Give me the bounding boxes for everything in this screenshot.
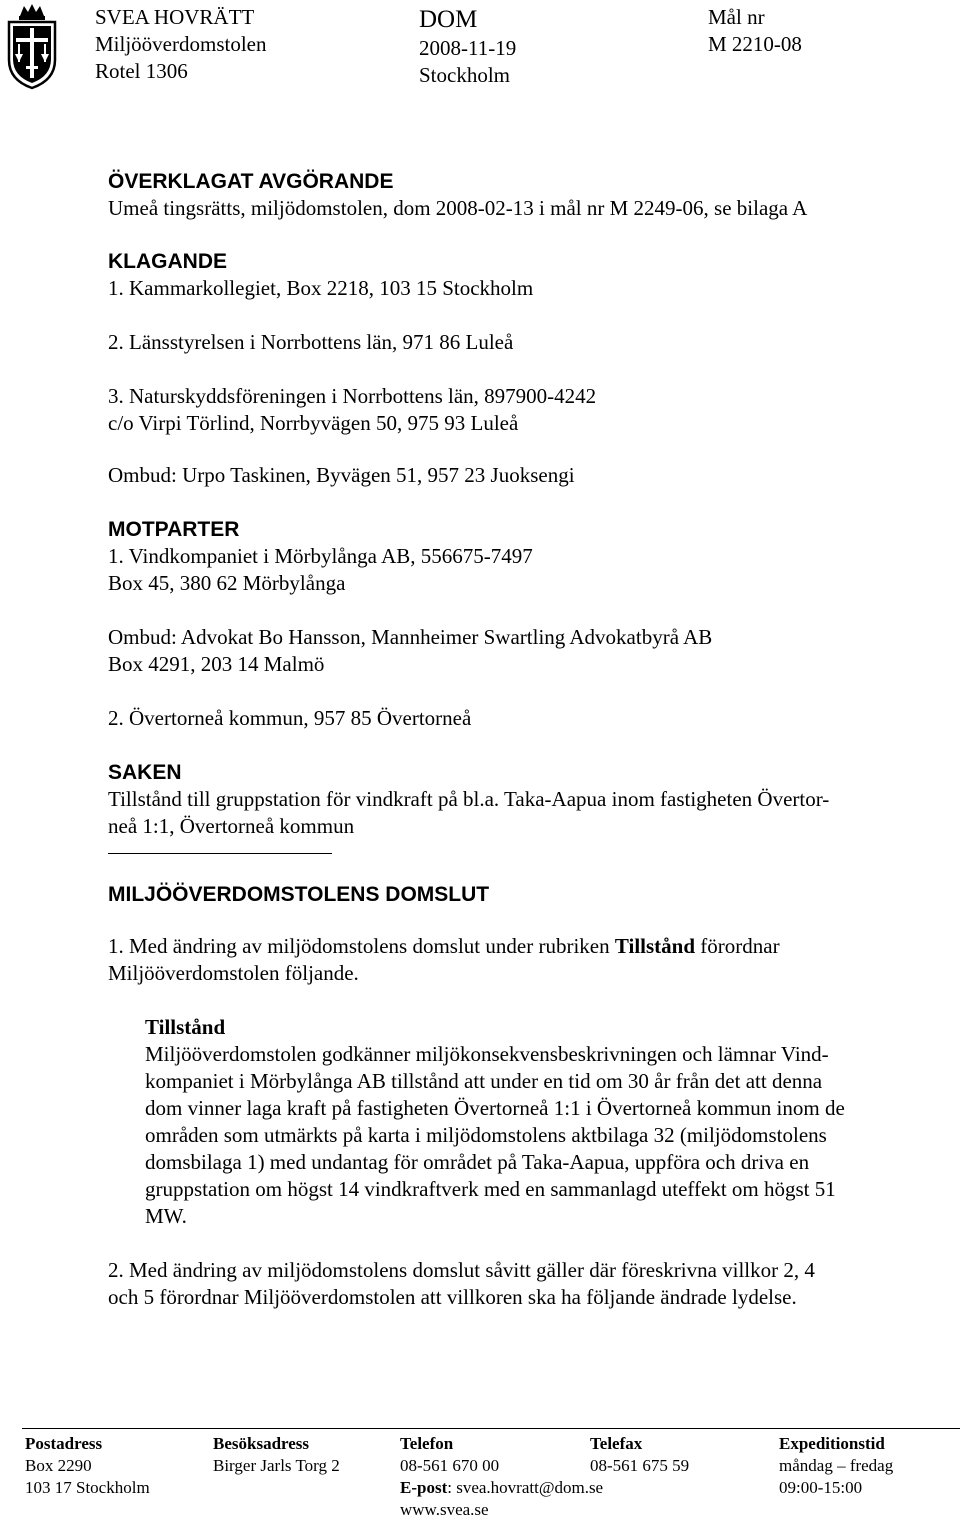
permit-line: domsbilaga 1) med undantag för området på Taka-Aapua, uppföra och driva en	[145, 1150, 810, 1174]
coat-of-arms-icon	[6, 2, 58, 90]
ruling-heading: MILJÖÖVERDOMSTOLENS DOMSLUT	[108, 883, 490, 906]
respondent-2: 2. Övertorneå kommun, 957 85 Övertorneå	[108, 706, 472, 730]
permit-line: gruppstation om högst 14 vindkraftverk med en sammanlagd uteffekt om högst 51	[145, 1177, 836, 1201]
court-division: Miljööverdomstolen	[95, 32, 267, 56]
respondent-1-agent: Ombud: Advokat Bo Hansson, Mannheimer Swartling Advokatbyrå AB	[108, 625, 713, 649]
footer-visit-line: Birger Jarls Torg 2	[213, 1456, 340, 1475]
respondents-heading: MOTPARTER	[108, 518, 240, 541]
document-date: 2008-11-19	[419, 36, 517, 60]
permit-line: kompaniet i Mörbylånga AB tillstånd att under en tid om 30 år från det att denna	[145, 1069, 823, 1093]
footer-rule	[22, 1428, 960, 1429]
footer-visit-label: Besöksadress	[213, 1434, 310, 1453]
footer-email	[400, 1477, 603, 1499]
document-body	[108, 168, 938, 1311]
footer-hours	[779, 1433, 893, 1499]
appealed-heading: ÖVERKLAGAT AVGÖRANDE	[108, 170, 394, 193]
footer-hours-label: Expeditionstid	[779, 1434, 885, 1453]
appellant-2: 2. Länsstyrelsen i Norrbottens län, 971 86 Luleå	[108, 330, 514, 354]
appellant-3-agent: Ombud: Urpo Taskinen, Byvägen 51, 957 23 Juoksengi	[108, 463, 575, 487]
ruling-point-2-cont: och 5 förordnar Miljööverdomstolen att villkoren ska ha följande ändrade lydelse.	[108, 1285, 797, 1309]
footer-phone-label: Telefon	[400, 1434, 454, 1453]
case-header	[708, 4, 802, 58]
footer-hours-time: 09:00-15:00	[779, 1478, 863, 1497]
footer-fax	[590, 1433, 689, 1477]
case-number: M 2210-08	[708, 32, 802, 56]
permit-heading: Tillstånd	[145, 1015, 226, 1039]
appellant-1: 1. Kammarkollegiet, Box 2218, 103 15 Stockholm	[108, 276, 534, 300]
appellants-heading: KLAGANDE	[108, 250, 227, 273]
ruling-point-1: 1. Med ändring av miljödomstolens domslut under rubriken Tillstånd förordnar	[108, 934, 780, 958]
appellant-3-address: c/o Virpi Törlind, Norrbyvägen 50, 975 93 Luleå	[108, 411, 519, 435]
footer-fax-label: Telefax	[590, 1434, 643, 1453]
footer-postal	[25, 1433, 150, 1499]
matter-heading: SAKEN	[108, 761, 182, 784]
footer-phone-number: 08-561 670 00	[400, 1456, 500, 1475]
footer-postal-line: Box 2290	[25, 1456, 92, 1475]
court-header	[95, 4, 267, 85]
footer-email-address: : svea.hovratt@dom.se	[447, 1478, 604, 1497]
appealed-text: Umeå tingsrätts, miljödomstolen, dom 2008-02-13 i mål nr M 2249-06, se bilaga A	[108, 196, 808, 220]
footer-postal-line: 103 17 Stockholm	[25, 1478, 150, 1497]
document-city: Stockholm	[419, 63, 511, 87]
permit-line: MW.	[145, 1204, 187, 1228]
appellant-3: 3. Naturskyddsföreningen i Norrbottens län, 897900-4242	[108, 384, 597, 408]
document-header	[419, 5, 516, 89]
footer-postal-label: Postadress	[25, 1434, 103, 1453]
document-type: DOM	[419, 6, 478, 33]
court-rotel: Rotel 1306	[95, 59, 188, 83]
respondent-1-agent-address: Box 4291, 203 14 Malmö	[108, 652, 325, 676]
permit-line: Miljööverdomstolen godkänner miljökonsekvensbeskrivningen och lämnar Vind-	[145, 1042, 829, 1066]
footer-hours-days: måndag – fredag	[779, 1456, 894, 1475]
footer-email-label: E-post	[400, 1478, 448, 1497]
court-name: SVEA HOVRÄTT	[95, 5, 255, 29]
respondent-1-address: Box 45, 380 62 Mörbylånga	[108, 571, 346, 595]
matter-line-1: Tillstånd till gruppstation för vindkraft på bl.a. Taka-Aapua inom fastigheten Övertor-	[108, 787, 830, 811]
ruling-point-1-cont: Miljööverdomstolen följande.	[108, 961, 359, 985]
footer-web: www.svea.se	[400, 1500, 489, 1519]
permit-line: dom vinner laga kraft på fastigheten Övertorneå 1:1 i Övertorneå kommun inom de	[145, 1096, 845, 1120]
permit-line: områden som utmärkts på karta i miljödomstolens aktbilaga 32 (miljödomstolens	[145, 1123, 827, 1147]
footer-phone	[400, 1433, 603, 1521]
case-number-label: Mål nr	[708, 5, 765, 29]
ruling-keyword: Tillstånd	[614, 934, 696, 958]
footer-fax-number: 08-561 675 59	[590, 1456, 690, 1475]
respondent-1: 1. Vindkompaniet i Mörbylånga AB, 556675-7497	[108, 544, 533, 568]
matter-line-2: neå 1:1, Övertorneå kommun	[108, 814, 355, 838]
footer-visit	[213, 1433, 340, 1477]
ruling-point-2: 2. Med ändring av miljödomstolens domslut såvitt gäller där föreskrivna villkor 2, 4	[108, 1258, 815, 1282]
